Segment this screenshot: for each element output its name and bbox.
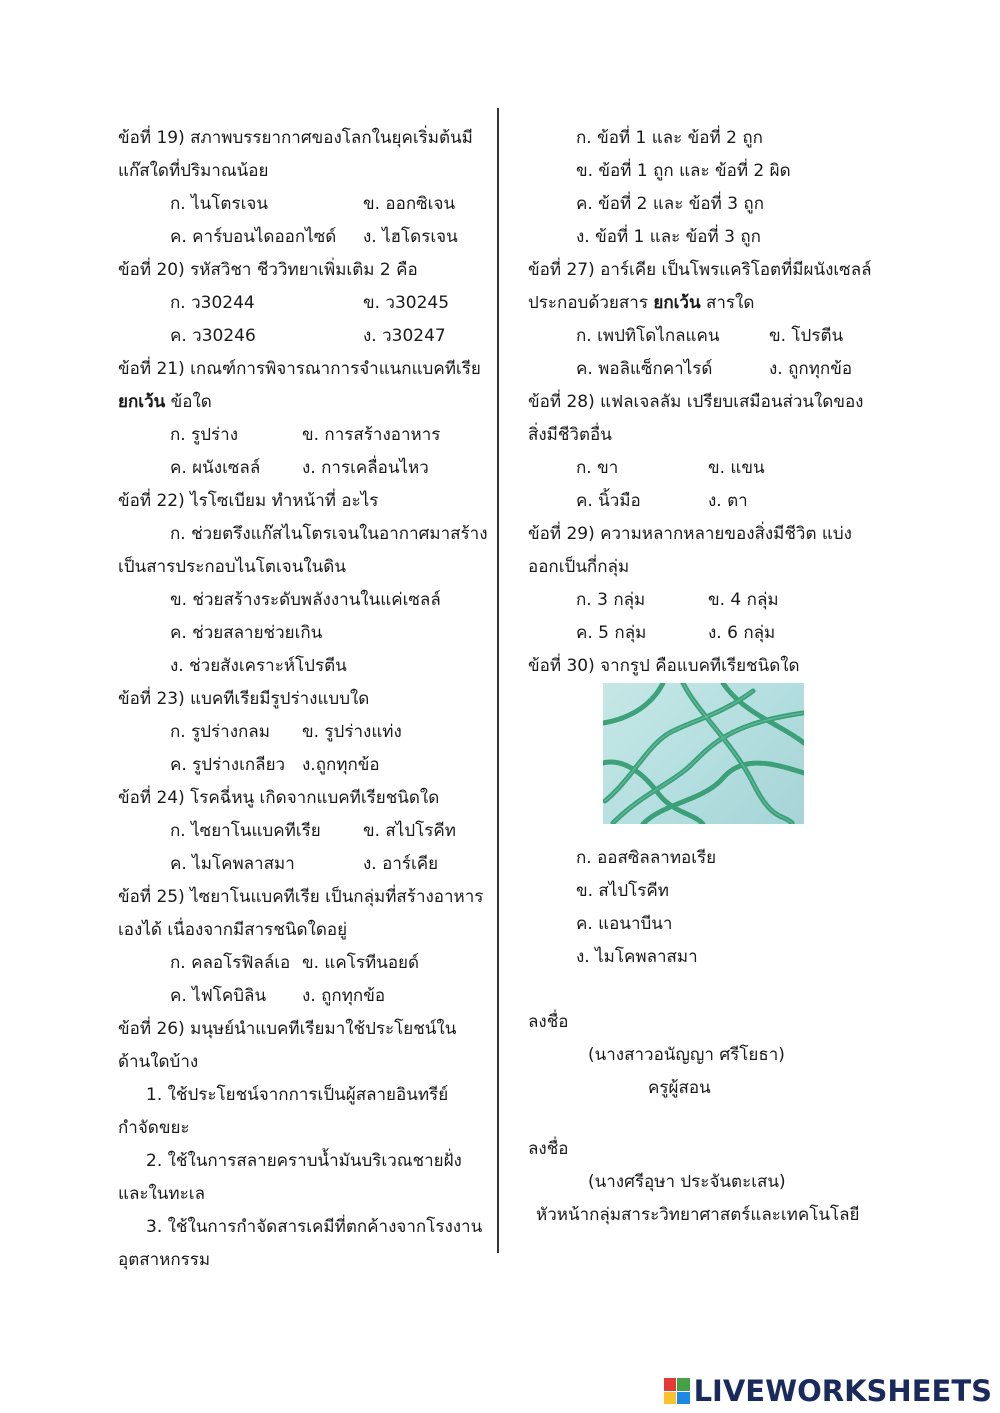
q28-options-row2 <box>528 485 888 518</box>
q27-options-row1 <box>528 320 888 353</box>
q29-options-row2 <box>528 617 888 650</box>
filament <box>603 683 663 723</box>
q19-option-b[interactable]: ข. ออกซิเจน <box>363 194 456 214</box>
q23-option-d[interactable]: ง.ถูกทุกข้อ <box>302 755 380 775</box>
q19-stem: ข้อที่ 19) สภาพบรรยากาศของโลกในยุคเริ่มต้นมี <box>118 128 473 148</box>
liveworksheets-brand[interactable] <box>664 1373 992 1409</box>
q20-option-d[interactable]: ง. ว30247 <box>363 326 446 346</box>
q28-option-b[interactable]: ข. แขน <box>708 458 765 478</box>
q23-options-row1 <box>118 716 488 749</box>
q28-stem-cont: สิ่งมีชีวิตอื่น <box>528 425 612 445</box>
q27-option-d[interactable]: ง. ถูกทุกข้อ <box>769 359 853 379</box>
head-name: (นางศรีอุษา ประจันตะเสน) <box>588 1172 786 1192</box>
q19-option-d[interactable]: ง. ไฮโดรเจน <box>363 227 458 247</box>
q24-options-row2 <box>118 848 488 881</box>
q26-option-b[interactable]: ข. ข้อที่ 1 ถูก และ ข้อที่ 2 ผิด <box>576 161 791 181</box>
q23-stem: ข้อที่ 23) แบคทีเรียมีรูปร่างแบบใด <box>118 689 370 709</box>
q25-options-row1 <box>118 947 488 980</box>
q21-options-row1 <box>118 419 488 452</box>
q26-option-c[interactable]: ค. ข้อที่ 2 และ ข้อที่ 3 ถูก <box>576 194 764 214</box>
q30-options <box>528 842 888 974</box>
q21-options-row2 <box>118 452 488 485</box>
q26-stem: ข้อที่ 26) มนุษย์นำแบคทีเรียมาใช้ประโยชน์ใน <box>118 1019 457 1039</box>
q27-option-c[interactable]: ค. พอลิแซ็กคาไรด์ <box>576 359 713 379</box>
q24-stem: ข้อที่ 24) โรคฉี่หนู เกิดจากแบคทีเรียชนิดใด <box>118 788 440 808</box>
teacher-role: ครูผู้สอน <box>648 1078 711 1098</box>
q22-stem: ข้อที่ 22) ไรโซเบียม ทำหน้าที่ อะไร <box>118 491 379 511</box>
q24-options-row1 <box>118 815 488 848</box>
q23-option-a[interactable]: ก. รูปร่างกลม <box>170 722 270 742</box>
q22-option-b[interactable]: ข. ช่วยสร้างระดับพลังงานในแค่เซลล์ <box>170 590 441 610</box>
q30-stem: ข้อที่ 30) จากรูป คือแบคทีเรียชนิดใด <box>528 656 800 676</box>
right-column <box>528 122 888 683</box>
q20-stem: ข้อที่ 20) รหัสวิชา ชีววิทยาเพิ่มเติม 2 คือ <box>118 260 418 280</box>
signature-label: ลงชื่อ <box>528 1139 569 1159</box>
q28-options-row1 <box>528 452 888 485</box>
q24-option-c[interactable]: ค. ไมโคพลาสมา <box>170 854 295 874</box>
q27-option-b[interactable]: ข. โปรตีน <box>769 326 844 346</box>
q29-options-row1 <box>528 584 888 617</box>
q27-option-a[interactable]: ก. เพปทิโดไกลแคน <box>576 326 720 346</box>
q27-stem-pre: ประกอบด้วยสาร <box>528 293 654 313</box>
left-column <box>118 122 488 1277</box>
q25-option-b[interactable]: ข. แคโรทีนอยด์ <box>302 953 420 973</box>
q19-option-a[interactable]: ก. ไนโตรเจน <box>170 194 268 214</box>
signature-label: ลงชื่อ <box>528 1012 569 1032</box>
q24-option-d[interactable]: ง. อาร์เคีย <box>363 854 439 874</box>
q22-option-a[interactable]: ก. ช่วยตรึงแก๊สไนโตรเจนในอากาศมาสร้าง <box>170 524 488 544</box>
q22-option-d[interactable]: ง. ช่วยสังเคราะห์โปรตีน <box>170 656 347 676</box>
q30-option-c[interactable]: ค. แอนาบีนา <box>576 914 673 934</box>
q27-except-keyword: ยกเว้น <box>653 293 701 313</box>
head-role: หัวหน้ากลุ่มสาระวิทยาศาสตร์และเทคโนโลยี <box>536 1205 860 1225</box>
bacteria-micrograph <box>603 683 804 824</box>
q21-except-keyword: ยกเว้น <box>118 392 166 412</box>
q21-option-c[interactable]: ค. ผนังเซลล์ <box>170 458 261 478</box>
q25-option-a[interactable]: ก. คลอโรฟิลล์เอ <box>170 953 291 973</box>
q20-option-a[interactable]: ก. ว30244 <box>170 293 255 313</box>
bacteria-filaments-image <box>603 683 804 824</box>
brand-name: LIVEWORKSHEETS <box>693 1374 992 1408</box>
q21-stem: ข้อที่ 21) เกณฑ์การพิจารณาการจำแนกแบคทีเรีย <box>118 359 481 379</box>
q27-stem-post: สารใด <box>700 293 755 313</box>
q20-options-row2 <box>118 320 488 353</box>
q22-option-a-cont: เป็นสารประกอบไนโตเจนในดิน <box>118 557 346 577</box>
filament <box>613 713 803 823</box>
q29-option-a[interactable]: ก. 3 กลุ่ม <box>576 590 646 610</box>
q30-option-d[interactable]: ง. ไมโคพลาสมา <box>576 947 698 967</box>
q19-options-row1 <box>118 188 488 221</box>
q26-statement-1-cont: กำจัดขยะ <box>118 1118 190 1138</box>
q26-option-d[interactable]: ง. ข้อที่ 1 และ ข้อที่ 3 ถูก <box>576 227 761 247</box>
q20-option-c[interactable]: ค. ว30246 <box>170 326 256 346</box>
q21-option-b[interactable]: ข. การสร้างอาหาร <box>302 425 441 445</box>
q25-options-row2 <box>118 980 488 1013</box>
q21-stem-cont <box>118 386 488 419</box>
q25-option-d[interactable]: ง. ถูกทุกข้อ <box>302 986 386 1006</box>
q20-options-row1 <box>118 287 488 320</box>
q21-stem-rest: ข้อใด <box>165 392 212 412</box>
q28-option-d[interactable]: ง. ตา <box>708 491 748 511</box>
q20-option-b[interactable]: ข. ว30245 <box>363 293 450 313</box>
q26-statement-1: 1. ใช้ประโยชน์จากการเป็นผู้สลายอินทรีย์ <box>146 1085 449 1105</box>
q23-option-b[interactable]: ข. รูปร่างแท่ง <box>302 722 402 742</box>
q29-option-c[interactable]: ค. 5 กลุ่ม <box>576 623 647 643</box>
q26-option-a[interactable]: ก. ข้อที่ 1 และ ข้อที่ 2 ถูก <box>576 128 763 148</box>
teacher-name: (นางสาวอนัญญา ศรีโยธา) <box>588 1045 785 1065</box>
q24-option-b[interactable]: ข. สไปโรคีท <box>363 821 456 841</box>
q23-options-row2 <box>118 749 488 782</box>
q19-stem-cont: แก๊สใดที่ปริมาณน้อย <box>118 161 269 181</box>
q29-option-b[interactable]: ข. 4 กลุ่ม <box>708 590 779 610</box>
q26-statement-2-cont: และในทะเล <box>118 1184 205 1204</box>
q26-statement-3-cont: อุตสาหกรรม <box>118 1250 211 1270</box>
column-divider <box>497 108 499 1253</box>
q29-stem: ข้อที่ 29) ความหลากหลายของสิ่งมีชีวิต แบ่ง <box>528 524 852 544</box>
q25-option-c[interactable]: ค. ไฟโคบิลิน <box>170 986 267 1006</box>
q24-option-a[interactable]: ก. ไซยาโนแบคทีเรีย <box>170 821 321 841</box>
q19-options-row2 <box>118 221 488 254</box>
q27-options-row2 <box>528 353 888 386</box>
q21-option-a[interactable]: ก. รูปร่าง <box>170 425 238 445</box>
q29-option-d[interactable]: ง. 6 กลุ่ม <box>708 623 776 643</box>
q26-stem-cont: ด้านใดบ้าง <box>118 1052 199 1072</box>
q28-option-a[interactable]: ก. ขา <box>576 458 619 478</box>
q19-option-c[interactable]: ค. คาร์บอนไดออกไซด์ <box>170 227 337 247</box>
signature-teacher <box>528 1006 908 1105</box>
q26-statement-2: 2. ใช้ในการสลายคราบน้ำมันบริเวณชายฝั่ง <box>146 1151 462 1171</box>
q27-stem-cont <box>528 287 888 320</box>
q23-option-c[interactable]: ค. รูปร่างเกลียว <box>170 755 286 775</box>
q27-stem: ข้อที่ 27) อาร์เคีย เป็นโพรแคริโอตที่มีผนังเซลล์ <box>528 260 872 280</box>
q25-stem: ข้อที่ 25) ไซยาโนแบคทีเรีย เป็นกลุ่มที่สร้างอาหาร <box>118 887 484 907</box>
q28-option-c[interactable]: ค. นิ้วมือ <box>576 491 641 511</box>
q21-option-d[interactable]: ง. การเคลื่อนไหว <box>302 458 429 478</box>
q30-option-b[interactable]: ข. สไปโรคีท <box>576 881 669 901</box>
q28-stem: ข้อที่ 28) แฟลเจลลัม เปรียบเสมือนส่วนใดของ <box>528 392 864 412</box>
q25-stem-cont: เองได้ เนื่องจากมีสารชนิดใดอยู่ <box>118 920 348 940</box>
q29-stem-cont: ออกเป็นกี่กลุ่ม <box>528 557 630 577</box>
liveworksheets-logo-icon <box>664 1378 690 1404</box>
q26-statement-3: 3. ใช้ในการกำจัดสารเคมีที่ตกค้างจากโรงงาน <box>146 1217 483 1237</box>
q30-option-a[interactable]: ก. ออสซิลลาทอเรีย <box>576 848 717 868</box>
q22-option-c[interactable]: ค. ช่วยสลายช่วยเกิน <box>170 623 323 643</box>
signature-head <box>528 1133 908 1232</box>
